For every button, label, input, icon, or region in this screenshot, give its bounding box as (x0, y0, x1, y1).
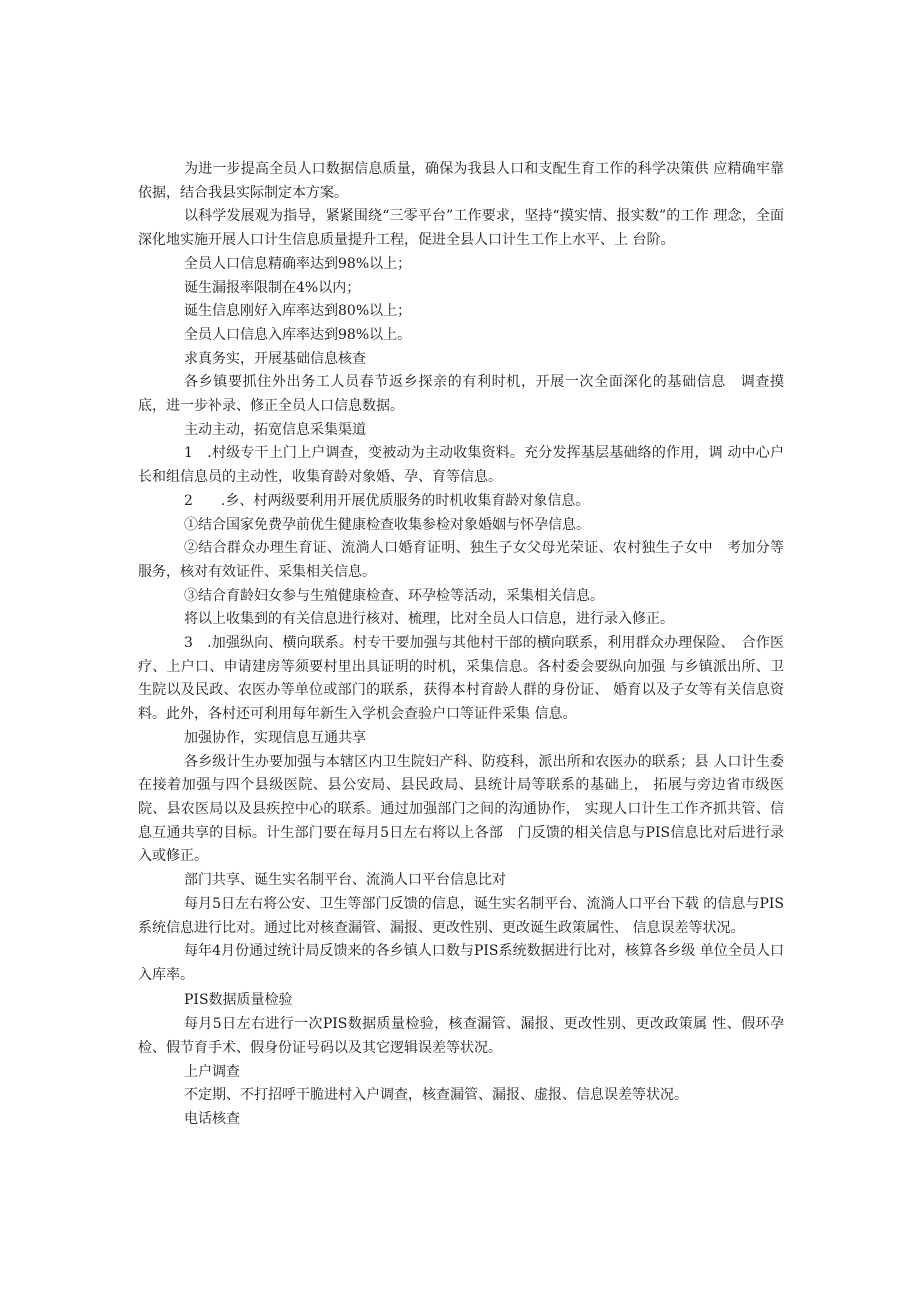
target-item: 诞生漏报率限制在4%以内； (184, 279, 361, 296)
circled-item: ③结合育龄妇女参与生殖健康检查、环孕检等活动，采集相关信息。 (184, 587, 604, 604)
section-heading: 加强协作，实现信息互通共享 (184, 729, 366, 746)
numbered-paragraph: 1 .村级专干上门上户调查，变被动为主动收集资料。充分发挥基层基础络的作用，调 动中心户长和组信息员的主动性，收集育龄对象婚、孕、育等信息。 (138, 445, 784, 486)
intro-paragraph: 为进一步提高全员人口数据信息质量，确保为我县人口和支配生育工作的科学决策供 应精确牢靠依据，结合我县实际制定本方案。 (138, 161, 784, 201)
guiding-principle-paragraph: 以科学发展观为指导，紧紧围绕“三零平台”工作要求，坚持“摸实情、报实数”的工作 理念，全面深化地实施开展人口计生信息质量提升工程，促进全县人口计生工作上水平、上 台阶。 (138, 208, 784, 249)
numbered-paragraph: 2 .乡、村两级要利用开展优质服务的时机收集育龄对象信息。 (184, 492, 590, 509)
target-item: 诞生信息刚好入库率达到80%以上； (184, 303, 412, 320)
section-heading: PIS数据质量检验 (184, 991, 293, 1008)
circled-item: ②结合群众办理生育证、流淌人口婚育证明、独生子女父母光荣证、农村独生子女中 考加分等服务，核对有效证件、采集相关信息。 (138, 540, 784, 580)
section-heading: 电话核查 (184, 1111, 240, 1128)
target-item: 全员人口信息入库率达到98%以上。 (184, 326, 412, 343)
body-paragraph: 不定期、不打招呼干脆进村入户调查，核查漏管、漏报、虚报、信息误差等状况。 (184, 1087, 688, 1104)
target-item: 全员人口信息精确率达到98%以上； (184, 255, 412, 272)
document-body (0, 158, 920, 1132)
body-paragraph: 将以上收集到的有关信息进行核对、梳理，比对全员人口信息，进行录入修正。 (184, 611, 674, 628)
section-heading: 部门共享、诞生实名制平台、流淌人口平台信息比对 (184, 872, 506, 889)
numbered-paragraph: 3 .加强纵向、横向联系。村专干要加强与其他村干部的横向联系，利用群众办理保险、 合作医疗、上户口、申请建房等须要村里出具证明的时机，采集信息。各村委会要纵向加强 与乡镇派出所、卫生院以及民政、农医办等单位或部门的联系，获得本村育龄人群的身份证、 婚育以及子女等有关信息资料。此外，各村还可利用每年新生入学机会查验户口等证件采集 信息。 (138, 635, 784, 723)
body-paragraph: 各乡级计生办要加强与本辖区内卫生院妇产科、防疫科，派出所和农医办的联系；县 人口计生委在接着加强与四个县级医院、县公安局、县民政局、县统计局等联系的基础上， 拓展与旁边省市级医院、县农医局以及县疾控中心的联系。通过加强部门之间的沟通协作， 实现人口计生工作齐抓共管、信息互通共享的目标。计生部门要在每月5日左右将以上各部 门反馈的相关信息与PIS信息比对后进行录入或修正。 (138, 753, 784, 865)
body-paragraph: 每月5日左右将公安、卫生等部门反馈的信息，诞生实名制平台、流淌人口平台下载 的信息与PIS系统信息进行比对。通过比对核查漏管、漏报、更改性别、更改诞生政策属性、 信息误差等状况。 (138, 895, 784, 936)
section-heading: 求真务实，开展基础信息核查 (184, 350, 366, 367)
body-paragraph: 每年4月份通过统计局反馈来的各乡镇人口数与PIS系统数据进行比对，核算各乡级 单位全员人口入库率。 (138, 943, 784, 983)
body-paragraph: 每月5日左右进行一次PIS数据质量检验，核查漏管、漏报、更改性别、更改政策属 性、假环孕检、假节育手术、假身份证号码以及其它逻辑误差等状况。 (138, 1016, 784, 1057)
body-paragraph: 各乡镇要抓住外出务工人员春节返乡探亲的有利时机，开展一次全面深化的基础信息 调查摸底，进一步补录、修正全员人口信息数据。 (138, 374, 784, 415)
section-heading: 上户调查 (184, 1063, 240, 1080)
section-heading: 主动主动，拓宽信息采集渠道 (184, 421, 366, 438)
circled-item: ①结合国家免费孕前优生健康检查收集参检对象婚姻与怀孕信息。 (184, 516, 590, 533)
